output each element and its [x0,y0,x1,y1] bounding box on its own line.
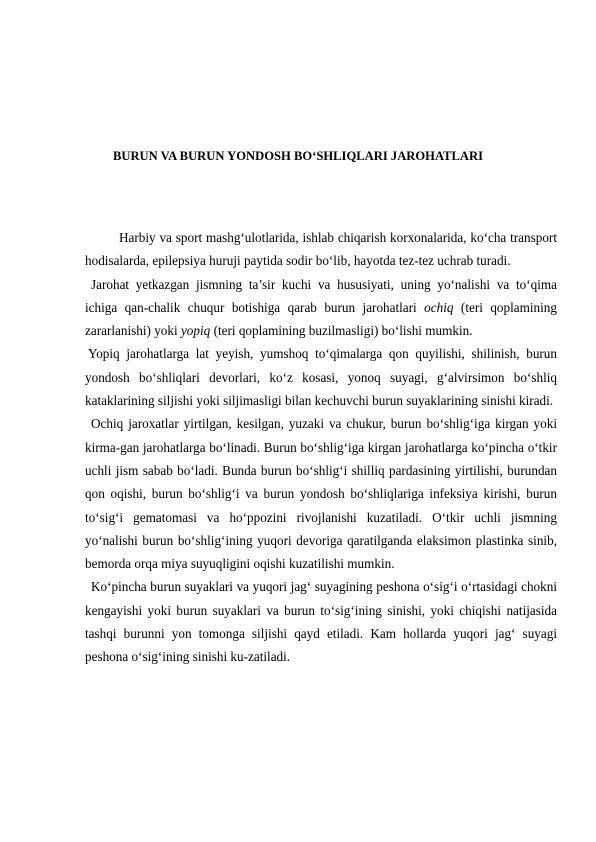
paragraph-5: Ko‘pincha burun suyaklari va yuqori jag‘ suyagining peshona o‘sig‘i o‘rtasidagi chokni kengayishi yoki burun suyaklari va burun to‘sig‘ining sinishi, yoki chiqishi natijasida tashqi burunni yon tomonga siljishi qayd etiladi. Kam hollarda yuqori jag‘ suyagi peshona o‘sig‘ining sinishi ku-zatiladi. [85,579,557,665]
term-closed-injury: yopiq [180,323,211,339]
paragraph-2 [85,273,557,343]
term-open-injury: ochiq [424,299,454,315]
paragraph-2-text-3: (teri qoplamining buzilmasligi) bo‘lishi mumkin. [210,323,473,339]
document-body [85,226,557,669]
page-title: BURUN VA BURUN YONDOSH BO‘SHLIQLARI JAROHATLARI [112,149,484,163]
paragraph-4: Ochiq jaroxatlar yirtilgan, kesilgan, yuzaki va chukur, burun bo‘shlig‘iga kirgan yoki kirma-gan jarohatlarga bo‘linadi. Burun bo‘shlig‘iga kirgan jarohatlarga ko‘pincha o‘tkir uchli jism sabab bo‘ladi. Bunda burun bo‘shlig‘i shilliq pardasining yirtilishi, burundan qon oqishi, burun bo‘shlig‘i va burun yondosh bo‘shliqlariga infeksiya kirishi, burun to‘sig‘i gematomasi va ho‘ppozini rivojlanishi kuzatiladi. O‘tkir uchli jismning yo‘nalishi burun bo‘shlig‘ining yuqori devoriga qaratilganda elaksimon plastinka sinib, bemorda orqa miya suyuqligini oqishi kuzatilishi mumkin. [85,416,557,572]
paragraph-2-text-2: (teri qoplamining zararlanishi) yoki [85,299,557,339]
paragraph-2-text-1: Jarohat yetkazgan jismning ta’sir kuchi va hususiyati, uning yo‘nalishi va to‘qima ichiga qan-chalik chuqur botishiga qarab burun jarohatlari [85,276,557,315]
paragraph-3: Yopiq jarohatlarga lat yeyish, yumshoq to‘qimalarga qon quyilishi, shilinish, burun yondosh bo‘shliqlari devorlari, ko‘z kosasi, yonoq suyagi, g‘alvirsimon bo‘shliq kataklarining siljishi yoki siljimasligi bilan kechuvchi burun suyaklarining sinishi kiradi. [85,346,557,409]
paragraph-1: Harbiy va sport mashg‘ulotlarida, ishlab chiqarish korxonalarida, ko‘cha transport hodisalarda, epilepsiya huruji paytida sodir bo‘lib, hayotda tez-tez uchrab turadi. [85,230,557,269]
